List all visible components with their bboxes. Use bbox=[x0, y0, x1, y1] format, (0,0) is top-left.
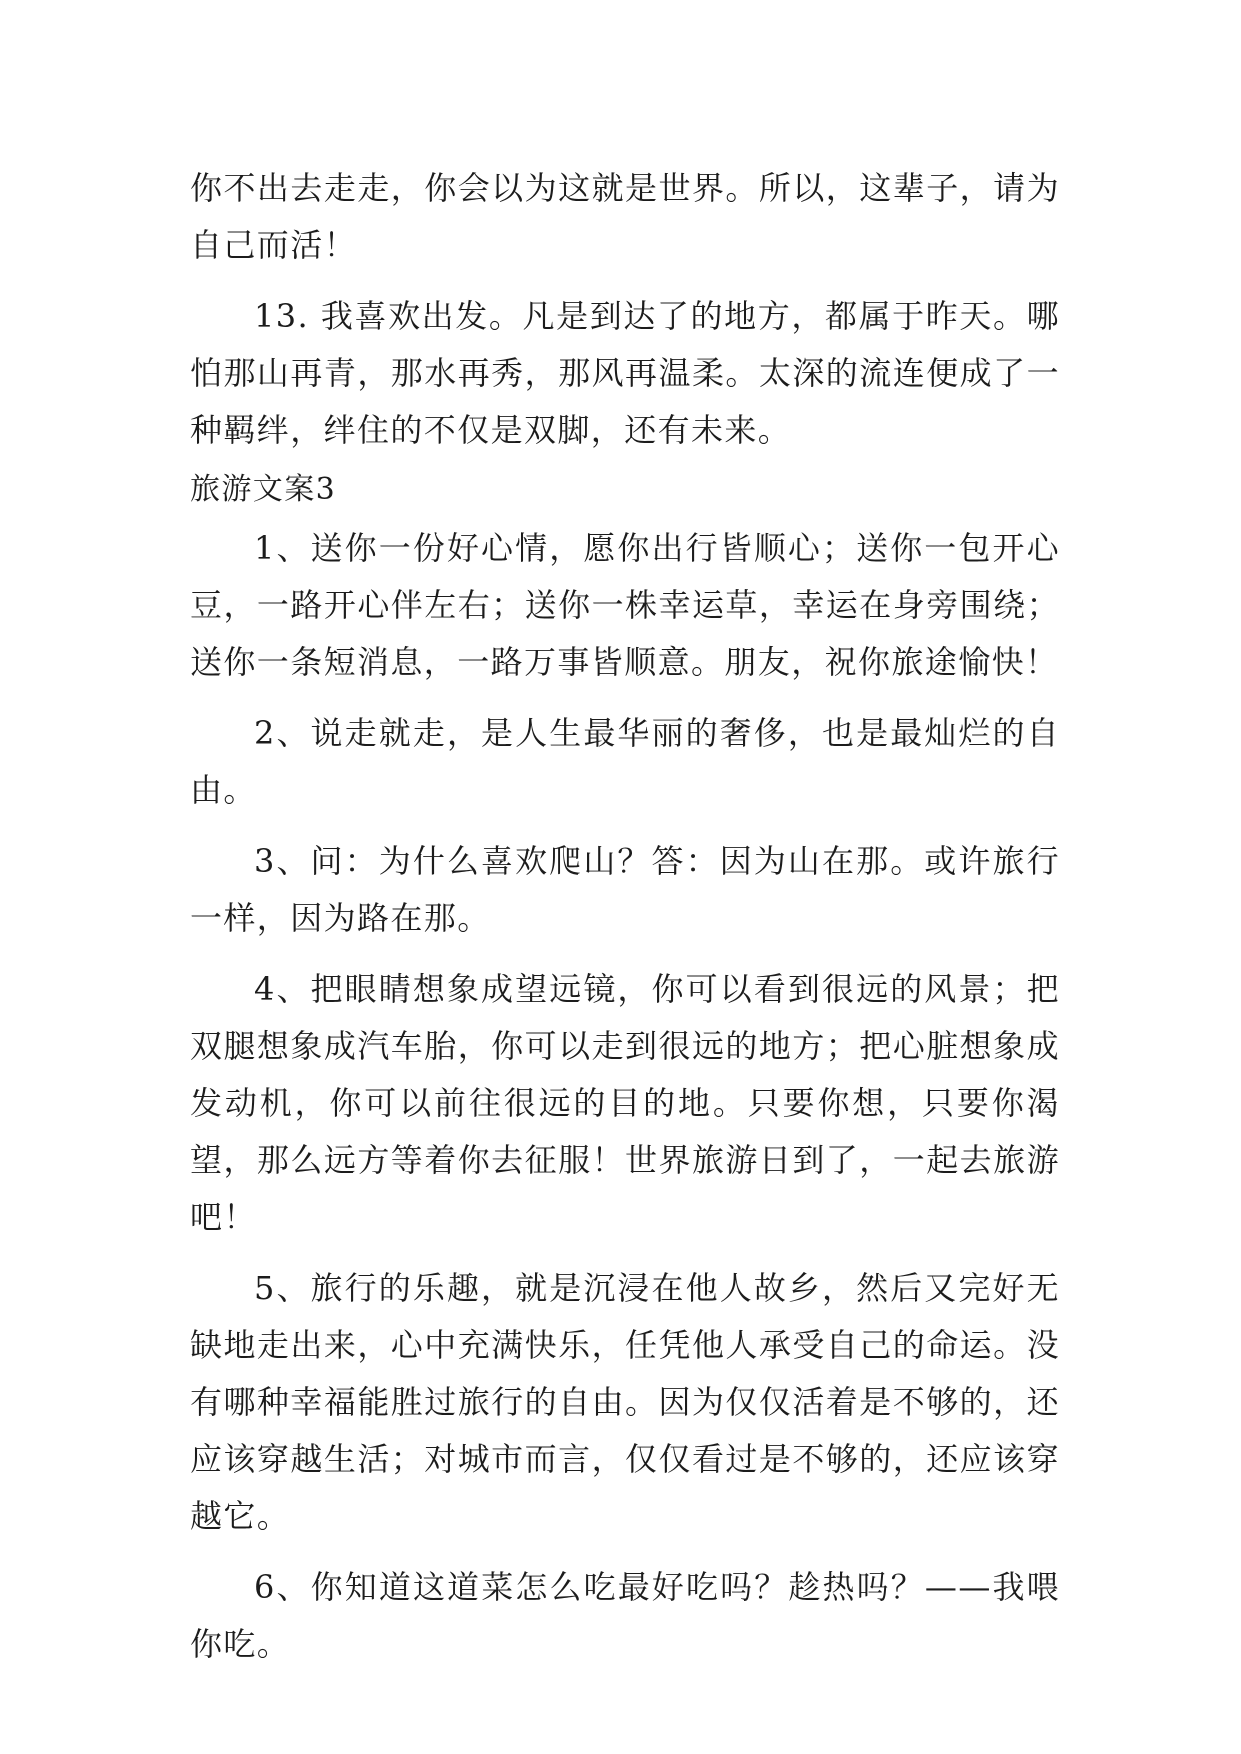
document-body bbox=[190, 160, 1060, 1673]
paragraph-item-5: 5、旅行的乐趣，就是沉浸在他人故乡，然后又完好无缺地走出来，心中充满快乐，任凭他人承受自己的命运。没有哪种幸福能胜过旅行的自由。因为仅仅活着是不够的，还应该穿越生活；对城市而言，仅仅看过是不够的，还应该穿越它。 bbox=[190, 1269, 1060, 1535]
paragraph-item-6: 6、你知道这道菜怎么吃最好吃吗？趁热吗？——我喂你吃。 bbox=[190, 1568, 1060, 1663]
section-heading: 旅游文案3 bbox=[190, 472, 337, 507]
paragraph-item-3: 3、问：为什么喜欢爬山？答：因为山在那。或许旅行一样，因为路在那。 bbox=[190, 842, 1060, 937]
paragraph-item-13: 13. 我喜欢出发。凡是到达了的地方，都属于昨天。哪怕那山再青，那水再秀，那风再温柔。太深的流连便成了一种羁绊，绊住的不仅是双脚，还有未来。 bbox=[190, 297, 1060, 449]
paragraph-item-1: 1、送你一份好心情，愿你出行皆顺心；送你一包开心豆，一路开心伴左右；送你一株幸运草，幸运在身旁围绕；送你一条短消息，一路万事皆顺意。朋友，祝你旅途愉快！ bbox=[190, 529, 1060, 681]
paragraph-item-4: 4、把眼睛想象成望远镜，你可以看到很远的风景；把双腿想象成汽车胎，你可以走到很远的地方；把心脏想象成发动机，你可以前往很远的目的地。只要你想，只要你渴望，那么远方等着你去征服！世界旅游日到了，一起去旅游吧！ bbox=[190, 970, 1060, 1236]
paragraph-continuation: 你不出去走走，你会以为这就是世界。所以，这辈子，请为自己而活！ bbox=[190, 169, 1060, 264]
paragraph-item-2: 2、说走就走，是人生最华丽的奢侈，也是最灿烂的自由。 bbox=[190, 714, 1060, 809]
